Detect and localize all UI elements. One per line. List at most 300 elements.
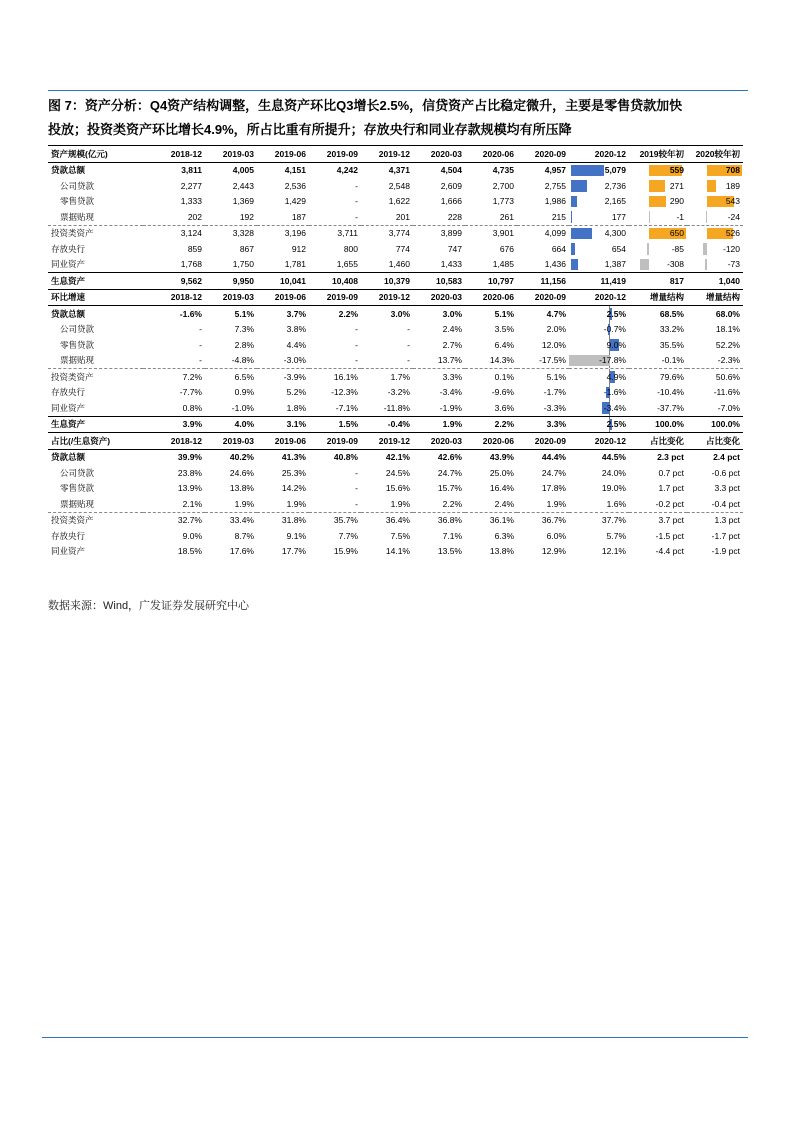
cell-value: 1,433 (440, 259, 462, 270)
table-cell (517, 178, 569, 194)
asset-analysis-table (48, 145, 743, 559)
table-cell (309, 400, 361, 416)
cell-value: 271 (669, 180, 684, 191)
cell-value: 33.4% (229, 515, 254, 526)
cell-value: 24.7% (541, 467, 566, 478)
cell-value: - (407, 355, 410, 366)
cell-value: 4,099 (544, 228, 566, 239)
cell-value: 7.1% (442, 530, 462, 541)
table-cell (569, 496, 629, 512)
table-cell (629, 544, 687, 560)
table-cell (309, 178, 361, 194)
column-header: 2020-03 (413, 146, 465, 163)
table-cell (629, 465, 687, 481)
cell-value: 40.8% (333, 452, 358, 463)
table-cell (309, 481, 361, 497)
data-bar (705, 259, 707, 271)
cell-value: 12.0% (541, 339, 566, 350)
cell-value: -3.4% (439, 387, 462, 398)
cell-value: - (355, 498, 358, 509)
table-cell (205, 353, 257, 369)
cell-value: -11.8% (383, 402, 410, 413)
cell-value: 1.9% (546, 498, 566, 509)
cell-value: 2,700 (492, 180, 514, 191)
cell-value: -2.3% (717, 355, 740, 366)
table-row (48, 481, 743, 497)
cell-value: 11,419 (600, 275, 626, 286)
cell-value: 1,781 (284, 259, 306, 270)
table-cell (687, 194, 743, 210)
cell-value: 10,041 (280, 275, 306, 286)
cell-value: 559 (669, 165, 684, 176)
cell-value: 3.0% (442, 308, 462, 319)
table-cell (629, 322, 687, 338)
cell-value: -10.4% (657, 387, 684, 398)
column-header: 占比变化 (629, 433, 687, 450)
data-bar (649, 180, 665, 192)
table-row (48, 544, 743, 560)
table-cell (143, 194, 205, 210)
cell-value: 42.6% (437, 452, 462, 463)
table-cell (569, 353, 629, 369)
table-cell (569, 209, 629, 225)
column-header: 2020-06 (465, 289, 517, 306)
table-cell (143, 465, 205, 481)
table-cell (629, 353, 687, 369)
cell-value: 4.0% (234, 419, 254, 430)
table-row (48, 178, 743, 194)
row-label: 同业资产 (51, 546, 86, 557)
cell-value: -1.0% (231, 402, 254, 413)
table-cell (569, 385, 629, 401)
table-cell (309, 465, 361, 481)
cell-value: 1.5% (338, 419, 358, 430)
table-cell (413, 337, 465, 353)
cell-value: -12.3% (331, 387, 358, 398)
row-label: 存放央行 (51, 387, 86, 398)
cell-value: 3,901 (492, 228, 514, 239)
table-cell (361, 273, 413, 290)
table-cell (569, 465, 629, 481)
cell-value: 3.3 pct (714, 483, 740, 494)
table-cell (517, 353, 569, 369)
table-row (48, 257, 743, 273)
table-cell (143, 369, 205, 385)
table-cell (309, 385, 361, 401)
cell-value: 5.1% (546, 371, 566, 382)
cell-value: 42.1% (385, 452, 410, 463)
cell-value: 526 (725, 228, 740, 239)
table-cell (465, 194, 517, 210)
row-label: 公司贷款 (60, 180, 95, 191)
column-header: 2019-09 (309, 146, 361, 163)
cell-value: 2,736 (604, 180, 626, 191)
table-cell (205, 400, 257, 416)
cell-value: 43.9% (489, 452, 514, 463)
cell-value: 12.9% (541, 546, 566, 557)
table-row (48, 273, 743, 290)
table-cell (517, 481, 569, 497)
cell-value: -0.1% (661, 355, 684, 366)
cell-value: 1,436 (544, 259, 566, 270)
table-cell (569, 178, 629, 194)
table-cell (205, 481, 257, 497)
cell-value: -3.9% (283, 371, 306, 382)
table-cell (257, 481, 309, 497)
table-cell (361, 496, 413, 512)
table-cell (309, 528, 361, 544)
table-cell (205, 337, 257, 353)
column-header: 2019-12 (361, 289, 413, 306)
cell-value: 2.4 pct (713, 452, 740, 463)
table-cell (257, 322, 309, 338)
table-cell (257, 400, 309, 416)
cell-value: 3.5% (494, 324, 514, 335)
table-cell (413, 225, 465, 241)
table-cell (687, 512, 743, 528)
cell-value: -9.6% (491, 387, 514, 398)
cell-value: -1 (676, 211, 684, 222)
cell-value: 13.8% (489, 546, 514, 557)
cell-value: -11.6% (713, 387, 740, 398)
table-cell (687, 416, 743, 433)
data-bar (571, 180, 587, 192)
column-header: 2019-12 (361, 146, 413, 163)
table-cell (143, 322, 205, 338)
cell-value: -17.5% (539, 355, 566, 366)
cell-value: 17.6% (229, 546, 254, 557)
cell-value: 2,548 (388, 180, 410, 191)
table-cell (257, 225, 309, 241)
cell-value: 2,443 (232, 180, 254, 191)
cell-value: 6.3% (494, 530, 514, 541)
table-cell (361, 385, 413, 401)
cell-value: 15.6% (385, 483, 410, 494)
table-cell (361, 225, 413, 241)
column-header: 2020-12 (569, 433, 629, 450)
table-cell (257, 241, 309, 257)
table-cell (465, 369, 517, 385)
cell-value: 215 (551, 211, 566, 222)
table-cell (687, 337, 743, 353)
table-cell (465, 465, 517, 481)
cell-value: -17.8% (599, 355, 626, 366)
table-cell (413, 481, 465, 497)
section-header-scale (48, 146, 743, 163)
table-row (48, 528, 743, 544)
table-cell (309, 225, 361, 241)
table-cell (143, 241, 205, 257)
table-cell (687, 353, 743, 369)
cell-value: 2.7% (442, 339, 462, 350)
table-cell (629, 273, 687, 290)
cell-value: 2.4% (442, 324, 462, 335)
table-cell (465, 481, 517, 497)
cell-value: 15.9% (333, 546, 358, 557)
table-cell (257, 416, 309, 433)
table-cell (569, 512, 629, 528)
cell-value: 290 (669, 196, 684, 207)
cell-value: 1.8% (286, 402, 306, 413)
table-cell (361, 337, 413, 353)
column-header: 2019-06 (257, 146, 309, 163)
cell-value: -4.4 pct (655, 546, 684, 557)
cell-value: 9,950 (232, 275, 254, 286)
cell-value: 16.1% (333, 371, 358, 382)
cell-value: 6.5% (234, 371, 254, 382)
table-cell (413, 400, 465, 416)
table-cell (517, 400, 569, 416)
table-cell (629, 481, 687, 497)
table-cell (687, 209, 743, 225)
cell-value: 867 (239, 243, 254, 254)
data-bar (571, 165, 604, 177)
cell-value: -7.0% (717, 402, 740, 413)
cell-value: 2.5% (606, 308, 626, 319)
table-cell (629, 209, 687, 225)
cell-value: 4,242 (336, 165, 358, 176)
cell-value: -0.6 pct (711, 467, 740, 478)
cell-value: 2.2% (494, 419, 514, 430)
table-cell (205, 449, 257, 465)
cell-value: 650 (669, 228, 684, 239)
table-row (48, 496, 743, 512)
cell-value: -0.2 pct (655, 498, 684, 509)
table-cell (257, 353, 309, 369)
cell-value: 0.1% (494, 371, 514, 382)
table-cell (413, 512, 465, 528)
cell-value: 10,379 (384, 275, 410, 286)
table-cell (257, 385, 309, 401)
table-cell (569, 273, 629, 290)
cell-value: 1,387 (604, 259, 626, 270)
table-cell (629, 369, 687, 385)
cell-value: 3.3% (442, 371, 462, 382)
table-cell (629, 225, 687, 241)
cell-value: 11,156 (540, 275, 566, 286)
cell-value: 1.7% (390, 371, 410, 382)
column-header: 2020-03 (413, 289, 465, 306)
table-cell (465, 512, 517, 528)
table-cell (569, 544, 629, 560)
table-cell (309, 496, 361, 512)
table-cell (361, 449, 413, 465)
table-row (48, 385, 743, 401)
cell-value: 10,408 (332, 275, 358, 286)
table-cell (413, 241, 465, 257)
cell-value: - (355, 483, 358, 494)
cell-value: 201 (395, 211, 410, 222)
table-cell (205, 369, 257, 385)
table-cell (517, 209, 569, 225)
cell-value: 79.6% (659, 371, 684, 382)
cell-value: 33.2% (659, 324, 684, 335)
table-cell (309, 257, 361, 273)
cell-value: 1,773 (492, 196, 514, 207)
table-cell (569, 449, 629, 465)
table-cell (143, 306, 205, 322)
cell-value: -85 (671, 243, 684, 254)
table-cell (413, 449, 465, 465)
row-label: 零售贷款 (60, 196, 95, 207)
cell-value: -24 (727, 211, 740, 222)
table-cell (257, 544, 309, 560)
cell-value: 3,774 (388, 228, 410, 239)
table-row (48, 225, 743, 241)
footer-rule (42, 1037, 748, 1038)
cell-value: 3.6% (494, 402, 514, 413)
row-label: 贷款总额 (51, 452, 86, 463)
cell-value: 774 (395, 243, 410, 254)
table-cell (257, 449, 309, 465)
table-cell (687, 385, 743, 401)
cell-value: 100.0% (711, 419, 740, 430)
cell-value: 2,536 (284, 180, 306, 191)
table-cell (361, 241, 413, 257)
table-cell (413, 369, 465, 385)
table-cell (517, 465, 569, 481)
cell-value: 2,755 (544, 180, 566, 191)
cell-value: 9.0% (606, 339, 626, 350)
caption-line-2: 投放；投资类资产环比增长4.9%，所占比重有所提升；存放央行和同业存款规模均有所压降 (48, 122, 572, 137)
data-bar (647, 243, 650, 255)
cell-value: - (355, 339, 358, 350)
cell-value: 1,429 (284, 196, 306, 207)
cell-value: 4.7% (546, 308, 566, 319)
table-cell (629, 306, 687, 322)
table-cell (205, 209, 257, 225)
table-cell (143, 225, 205, 241)
cell-value: 202 (187, 211, 202, 222)
cell-value: -1.7 pct (711, 530, 740, 541)
cell-value: -0.7% (603, 324, 626, 335)
table-cell (517, 225, 569, 241)
cell-value: 676 (499, 243, 514, 254)
table-cell (143, 178, 205, 194)
row-label: 票据贴现 (60, 355, 95, 366)
cell-value: -0.4 pct (711, 498, 740, 509)
cell-value: -3.3% (543, 402, 566, 413)
cell-value: 5.7% (606, 530, 626, 541)
table-row (48, 465, 743, 481)
cell-value: - (199, 324, 202, 335)
table-cell (413, 465, 465, 481)
table-cell (205, 322, 257, 338)
cell-value: 13.7% (437, 355, 462, 366)
cell-value: -3.2% (387, 387, 410, 398)
cell-value: 1.7 pct (658, 483, 684, 494)
column-header: 2019-03 (205, 146, 257, 163)
column-header: 2020-06 (465, 146, 517, 163)
table-cell (143, 273, 205, 290)
cell-value: 747 (447, 243, 462, 254)
table-cell (687, 544, 743, 560)
table-cell (517, 241, 569, 257)
column-header: 2020-09 (517, 289, 569, 306)
row-label: 贷款总额 (51, 165, 86, 176)
table-cell (361, 400, 413, 416)
cell-value: -37.7% (657, 402, 684, 413)
cell-value: 5.1% (234, 308, 254, 319)
column-header: 2019-06 (257, 433, 309, 450)
table-cell (465, 209, 517, 225)
table-cell (465, 178, 517, 194)
cell-value: 177 (611, 211, 626, 222)
cell-value: 1.6% (606, 498, 626, 509)
cell-value: 3,196 (284, 228, 306, 239)
cell-value: 100.0% (655, 419, 684, 430)
column-header: 占比变化 (687, 433, 743, 450)
table-cell (205, 496, 257, 512)
table-cell (517, 322, 569, 338)
cell-value: -3.0% (283, 355, 306, 366)
table-cell (143, 257, 205, 273)
table-cell (205, 544, 257, 560)
table-cell (687, 465, 743, 481)
data-source-note: 数据来源：Wind，广发证券发展研究中心 (48, 600, 250, 612)
table-cell (687, 306, 743, 322)
table-cell (687, 273, 743, 290)
cell-value: 24.5% (385, 467, 410, 478)
cell-value: 12.1% (601, 546, 626, 557)
column-header: 2019-03 (205, 289, 257, 306)
table-cell (143, 353, 205, 369)
cell-value: 13.8% (229, 483, 254, 494)
cell-value: 9.1% (286, 530, 306, 541)
table-cell (361, 162, 413, 178)
table-cell (517, 416, 569, 433)
table-cell (629, 528, 687, 544)
cell-value: 1,333 (180, 196, 202, 207)
column-header: 增量结构 (629, 289, 687, 306)
cell-value: 2,165 (604, 196, 626, 207)
row-label: 零售贷款 (60, 339, 95, 350)
cell-value: 3.1% (286, 419, 306, 430)
table-cell (361, 194, 413, 210)
table-cell (517, 544, 569, 560)
table-cell (205, 416, 257, 433)
column-header: 2019-06 (257, 289, 309, 306)
cell-value: 859 (187, 243, 202, 254)
table-cell (629, 337, 687, 353)
cell-value: 35.5% (659, 339, 684, 350)
table-cell (205, 241, 257, 257)
table-cell (361, 528, 413, 544)
table-cell (205, 162, 257, 178)
table-cell (413, 194, 465, 210)
cell-value: -120 (722, 243, 740, 254)
table-cell (517, 337, 569, 353)
cell-value: 5,079 (604, 165, 626, 176)
cell-value: -1.9% (439, 402, 462, 413)
cell-value: - (199, 355, 202, 366)
table-cell (465, 241, 517, 257)
table-cell (629, 194, 687, 210)
table-row (48, 353, 743, 369)
cell-value: 14.3% (489, 355, 514, 366)
cell-value: 2.2% (442, 498, 462, 509)
table-row (48, 369, 743, 385)
table-cell (413, 385, 465, 401)
cell-value: 17.7% (281, 546, 306, 557)
cell-value: 3,811 (181, 165, 202, 176)
table-cell (143, 496, 205, 512)
row-label: 生息资产 (48, 416, 143, 433)
table-row (48, 416, 743, 433)
table-cell (361, 465, 413, 481)
table-cell (629, 241, 687, 257)
cell-value: 4.9% (606, 371, 626, 382)
